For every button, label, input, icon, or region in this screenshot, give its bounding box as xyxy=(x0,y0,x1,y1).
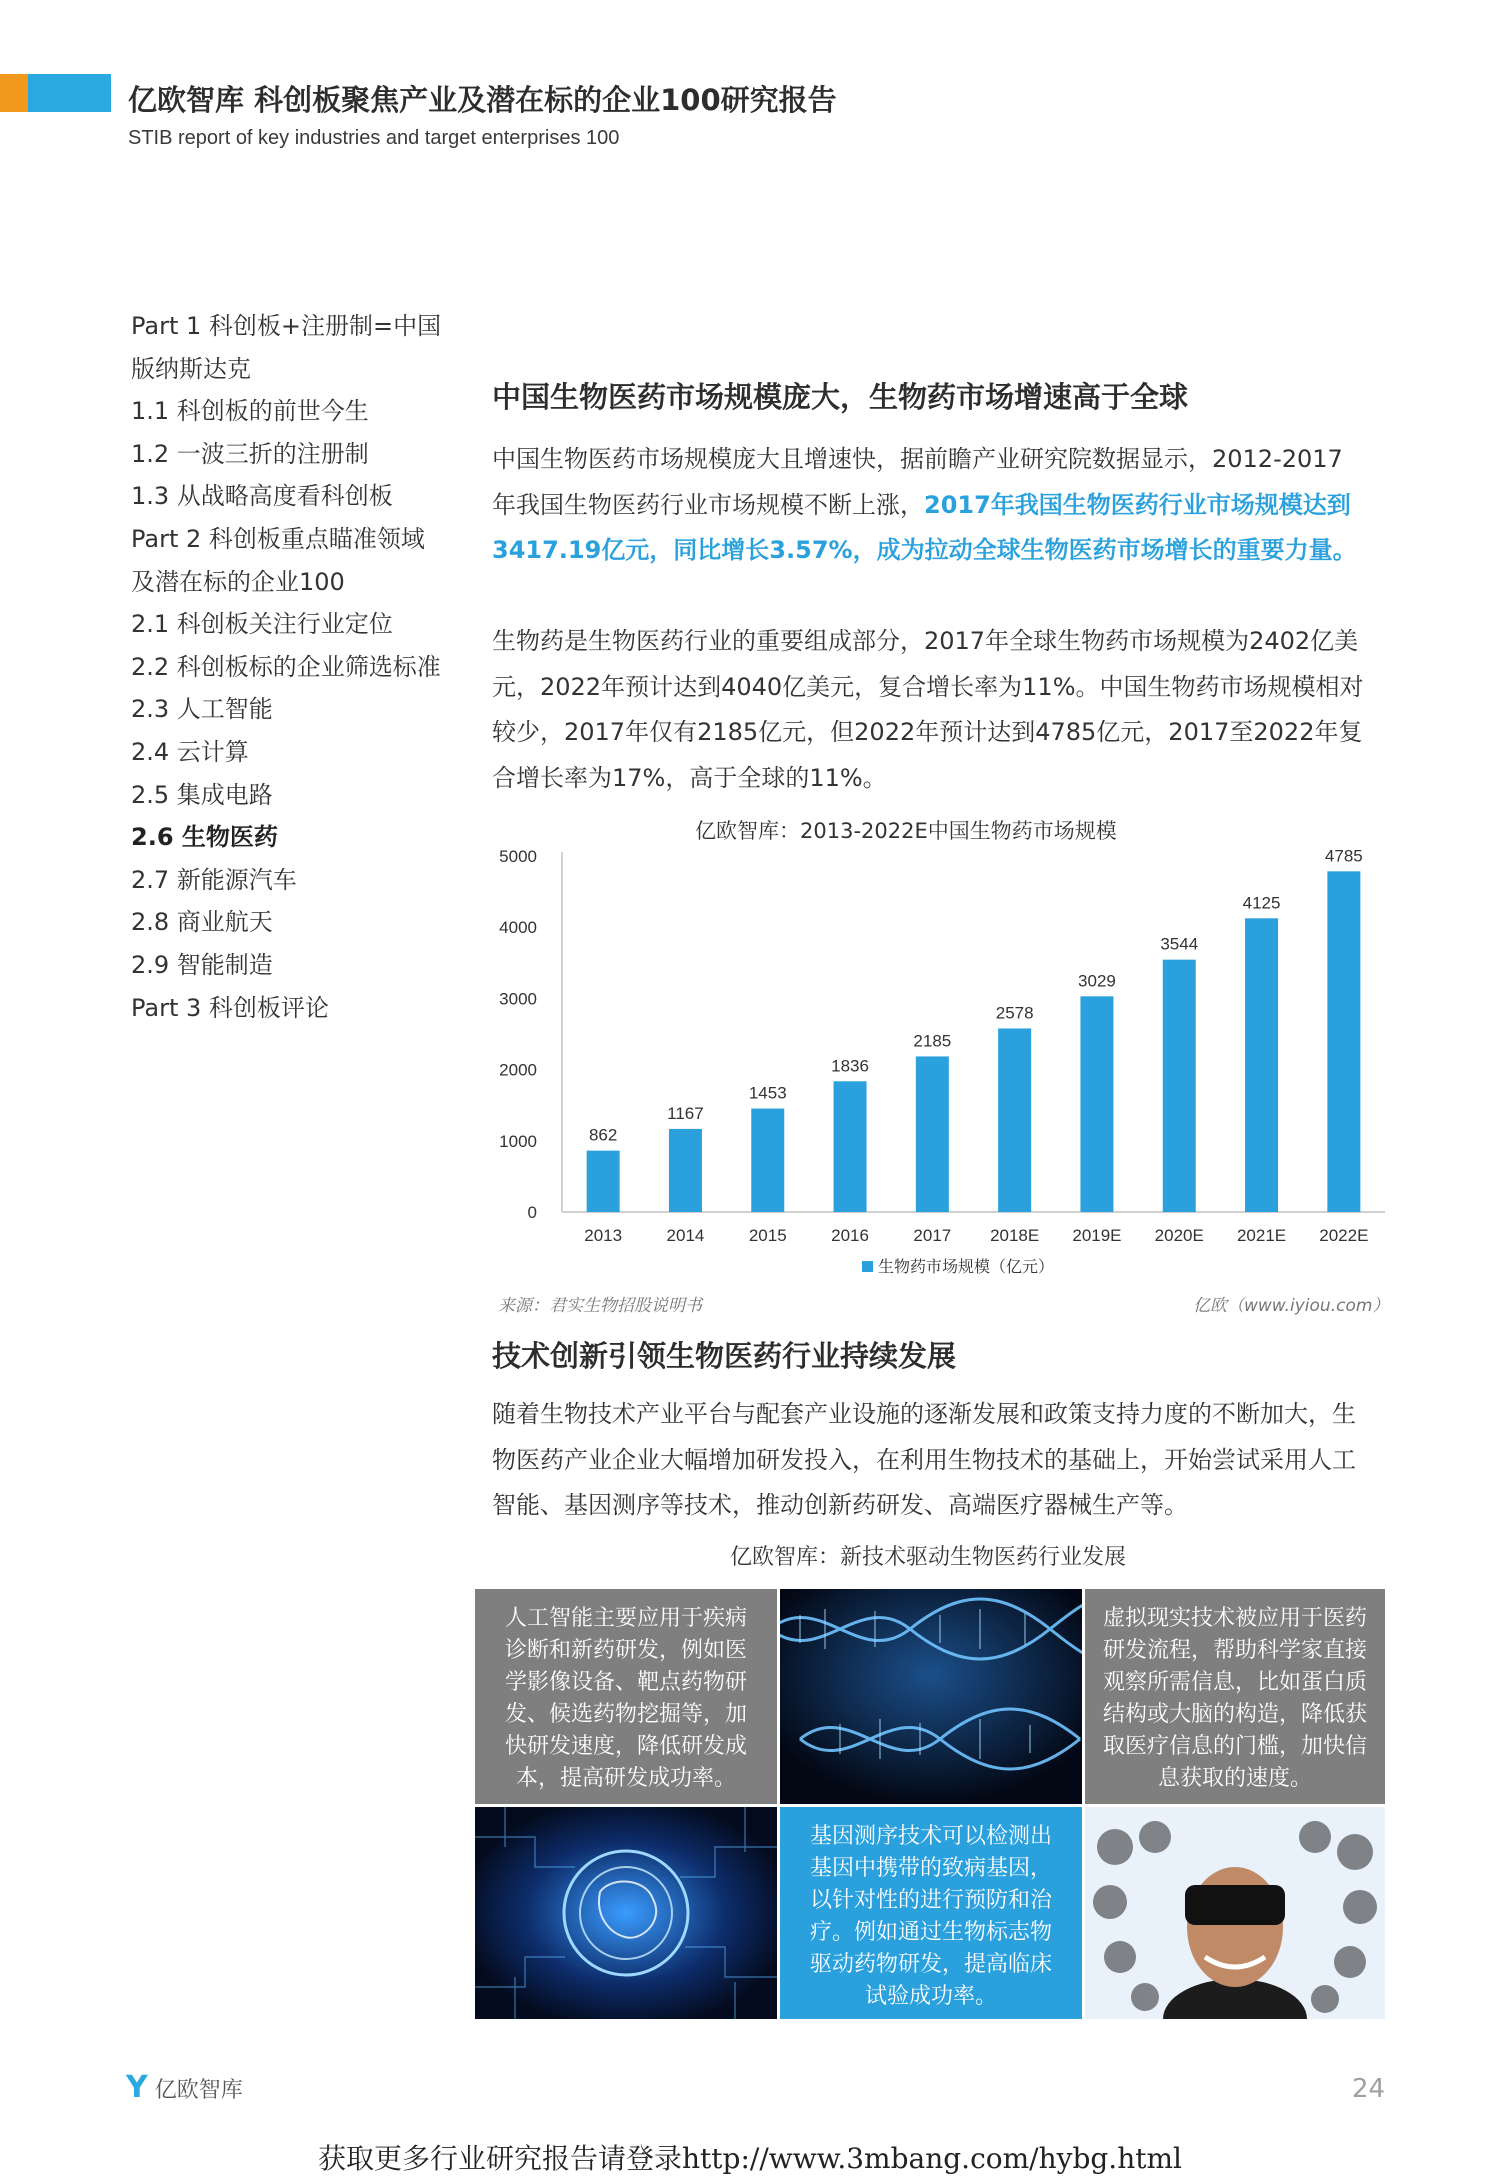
vr-text-tile xyxy=(1085,1589,1385,1804)
toc-item[interactable]: 2.9 智能制造 xyxy=(131,950,273,979)
dna-helix-image xyxy=(780,1589,1082,1804)
paragraph-market-size xyxy=(492,437,1364,574)
data-label: 862 xyxy=(588,1125,618,1145)
download-note: 获取更多行业研究报告请登录http://www.3mbang.com/hybg.html xyxy=(318,2142,1182,2175)
bar-chart xyxy=(490,836,1400,1296)
toc-item[interactable]: Part 2 科创板重点瞄准领域 xyxy=(131,524,425,553)
paragraph-market-size-text: 中国生物医药市场规模庞大且增速快，据前瞻产业研究院数据显示，2012-2017年我国生物医药行业市场规模不断上涨， xyxy=(492,445,1343,519)
data-label: 4785 xyxy=(1324,846,1363,866)
toc-item[interactable]: 2.7 新能源汽车 xyxy=(131,865,297,894)
report-subtitle: STIB report of key industries and target enterprises 100 xyxy=(128,127,620,149)
data-label: 1167 xyxy=(667,1103,704,1123)
x-tick-label: 2016 xyxy=(831,1226,869,1245)
toc-item[interactable]: 1.2 一波三折的注册制 xyxy=(131,439,369,468)
x-tick-label: 2022E xyxy=(1319,1226,1369,1245)
bar xyxy=(916,1056,949,1212)
gene-text-tile xyxy=(780,1807,1082,2019)
brand-logo xyxy=(126,2070,243,2105)
bar xyxy=(998,1028,1031,1212)
ai-brain-image xyxy=(475,1807,777,2019)
vr-headset-image xyxy=(1085,1807,1385,2019)
chart-source: 来源：君实生物招股说明书 xyxy=(498,1296,702,1316)
dna-helix-icon xyxy=(780,1589,1082,1804)
paragraph-innovation: 随着生物技术产业平台与配套产业设施的逐渐发展和政策支持力度的不断加大，生物医药产业企业大幅增加研发投入，在利用生物技术的基础上，开始尝试采用人工智能、基因测序等技术，推动创新药研发、高端医疗器械生产等。 xyxy=(492,1400,1356,1519)
bar xyxy=(587,1151,620,1212)
y-tick-label: 2000 xyxy=(499,1060,537,1080)
legend-swatch xyxy=(862,1261,873,1272)
x-tick-label: 2020E xyxy=(1154,1226,1204,1245)
x-tick-label: 2013 xyxy=(584,1226,623,1245)
diagram-title: 亿欧智库：新技术驱动生物医药行业发展 xyxy=(730,1545,1127,1570)
x-tick-label: 2021E xyxy=(1236,1226,1287,1245)
table-of-contents xyxy=(131,305,451,1029)
toc-item[interactable]: 2.4 云计算 xyxy=(131,737,249,766)
toc-item[interactable]: 2.6 生物医药 xyxy=(131,823,278,852)
ai-description: 人工智能主要应用于疾病诊断和新药研发，例如医学影像设备、靶点药物研发、候选药物挖掘等，加快研发速度，降低研发成本，提高研发成功率。 xyxy=(504,1606,747,1791)
toc-item[interactable]: 2.8 商业航天 xyxy=(131,908,273,937)
toc-item[interactable]: Part 1 科创板+注册制=中国 xyxy=(131,312,442,340)
logo-mark-icon: Y xyxy=(126,2070,148,2105)
bar xyxy=(1080,996,1113,1212)
data-label: 2578 xyxy=(995,1003,1034,1023)
chart-title: 亿欧智库：2013-2022E中国生物药市场规模 xyxy=(695,819,1117,843)
bar xyxy=(1327,871,1360,1212)
data-label: 3544 xyxy=(1160,934,1199,954)
y-tick-label: 0 xyxy=(527,1203,537,1222)
y-tick-label: 5000 xyxy=(499,847,537,866)
data-label: 3029 xyxy=(1078,971,1116,991)
y-tick-label: 4000 xyxy=(499,918,537,938)
x-tick-label: 2018E xyxy=(990,1226,1040,1245)
gene-description: 基因测序技术可以检测出基因中携带的致病基因，以针对性的进行预防和治疗。例如通过生物标志物驱动药物研发，提高临床试验成功率。 xyxy=(809,1824,1052,2009)
data-label: 1453 xyxy=(748,1083,787,1103)
toc-item[interactable]: 1.1 科创板的前世今生 xyxy=(131,397,369,426)
toc-item[interactable]: 版纳斯达克 xyxy=(131,354,251,383)
header-accent-blue xyxy=(28,74,111,112)
data-label: 1836 xyxy=(831,1056,869,1076)
bar xyxy=(834,1081,867,1212)
ai-brain-icon xyxy=(475,1807,777,2019)
vr-description: 虚拟现实技术被应用于医药研发流程，帮助科学家直接观察所需信息，比如蛋白质结构或大脑的构造，降低获取医疗信息的门槛，加快信息获取的速度。 xyxy=(1102,1606,1367,1791)
section-heading-market: 中国生物医药市场规模庞大，生物药市场增速高于全球 xyxy=(492,380,1189,414)
toc-item[interactable]: 2.2 科创板标的企业筛选标准 xyxy=(131,652,441,681)
data-label: 2185 xyxy=(913,1031,952,1051)
toc-item[interactable]: 1.3 从战略高度看科创板 xyxy=(131,482,393,511)
report-title: 亿欧智库 科创板聚焦产业及潜在标的企业100研究报告 xyxy=(128,83,837,117)
toc-item[interactable]: 及潜在标的企业100 xyxy=(131,567,345,596)
toc-item[interactable]: 2.3 人工智能 xyxy=(131,695,273,724)
vr-headset-icon xyxy=(1085,1807,1385,2019)
section-heading-innovation: 技术创新引领生物医药行业持续发展 xyxy=(492,1339,957,1373)
x-tick-label: 2015 xyxy=(748,1226,787,1245)
x-tick-label: 2017 xyxy=(913,1226,952,1245)
toc-item[interactable]: Part 3 科创板评论 xyxy=(131,993,329,1022)
ai-text-tile xyxy=(475,1589,777,1804)
x-tick-label: 2019E xyxy=(1072,1226,1122,1245)
y-tick-label: 3000 xyxy=(499,989,537,1009)
page-number: 24 xyxy=(1352,2074,1386,2104)
logo-text: 亿欧智库 xyxy=(154,2078,243,2103)
chart-source-site: 亿欧（www.iyiou.com） xyxy=(1193,1296,1390,1316)
bar xyxy=(669,1129,702,1212)
paragraph-biologics: 生物药是生物医药行业的重要组成部分，2017年全球生物药市场规模为2402亿美元，2022年预计达到4040亿美元，复合增长率为11%。中国生物药市场规模相对较少，2017年仅有2185亿元，但2022年预计达到4785亿元，2017至2022年复合增长率为17%，高于全球的11%。 xyxy=(492,627,1364,792)
toc-item[interactable]: 2.1 科创板关注行业定位 xyxy=(131,610,393,639)
bar xyxy=(1163,960,1196,1212)
legend-label: 生物药市场规模（亿元） xyxy=(878,1257,1055,1276)
paragraph-market-size-highlight: 2017年我国生物医药行业市场规模达到3417.19亿元，同比增长3.57%，成为拉动全球生物医药市场增长的重要力量。 xyxy=(492,490,1357,564)
x-tick-label: 2014 xyxy=(666,1226,705,1245)
bar xyxy=(1245,918,1278,1212)
y-tick-label: 1000 xyxy=(499,1131,537,1151)
bar xyxy=(751,1109,784,1212)
header-accent-orange xyxy=(0,74,28,112)
toc-item[interactable]: 2.5 集成电路 xyxy=(131,780,273,809)
data-label: 4125 xyxy=(1242,893,1281,913)
